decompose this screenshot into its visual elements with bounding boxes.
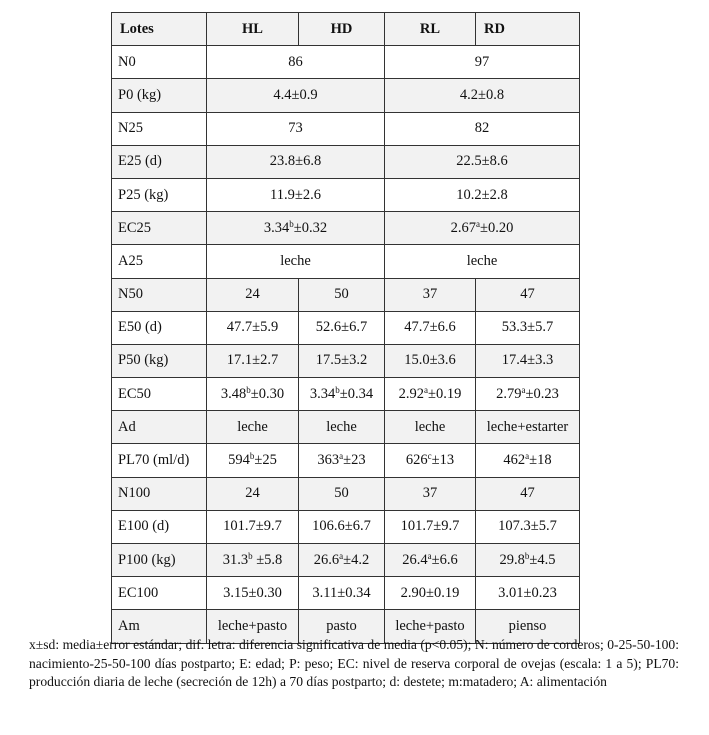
table-row [112,477,580,510]
cell-hl: 47.7±5.9 [207,311,299,344]
row-label: N100 [112,477,207,510]
cell-rd: pienso [476,610,580,643]
table-row [112,46,580,79]
cell-hl: leche+pasto [207,610,299,643]
cell-hd: 50 [299,477,385,510]
table-row [112,411,580,444]
value: 3.34 [309,385,336,402]
cell-rd: 107.3±5.7 [476,510,580,543]
cell-h: 73 [207,112,385,145]
significance-letter: a [339,451,344,462]
table-row [112,212,580,245]
deviation: ±5.8 [252,551,283,568]
deviation: ±6.6 [431,551,458,568]
cell-hl: leche [207,411,299,444]
table-row [112,577,580,610]
cell-rl [385,444,476,477]
cell-rl [385,544,476,577]
cell-hl: 3.15±0.30 [207,577,299,610]
cell-hd: 106.6±6.7 [299,510,385,543]
value: 2.79 [496,385,522,402]
table-row [112,344,580,377]
cell-hl: 24 [207,278,299,311]
cell-rd: 3.01±0.23 [476,577,580,610]
cell-h: 23.8±6.8 [207,145,385,178]
cell-hl [207,378,299,411]
row-label: EC25 [112,212,207,245]
cell-rl: 37 [385,278,476,311]
deviation: ±0.20 [480,219,514,236]
table-row [112,510,580,543]
header-hl: HL [207,13,299,46]
table-row [112,311,580,344]
row-label: E100 (d) [112,510,207,543]
cell-rl: 37 [385,477,476,510]
cell-rl [385,378,476,411]
row-label: P100 (kg) [112,544,207,577]
header-rl: RL [385,13,476,46]
header-rd: RD [476,13,580,46]
cell-h: 86 [207,46,385,79]
cell-h: leche [207,245,385,278]
significance-letter: a [427,550,432,561]
table-caption: x±sd: media±error estándar; dif. letra: diferencia significativa de media (p<0.05); N: número de corderos; 0-25-50-100: nacimiento-25-50-100 días postparto; E: edad; P: peso; EC: nivel de reserva corporal de ovejas (escala: 1 a 5); PL70: producción diaria de leche (secreción de 12h) a 70 días postparto; d: destete; m:matadero; A: alimentación [29,637,679,689]
significance-letter: b [246,384,251,395]
row-label: EC100 [112,577,207,610]
significance-letter: a [424,384,429,395]
deviation: ±0.23 [525,385,559,402]
deviation: ±4.2 [343,551,370,568]
significance-letter: a [521,384,526,395]
cell-h: 11.9±2.6 [207,178,385,211]
cell-rd [476,544,580,577]
significance-letter: b [248,550,253,561]
row-label: N25 [112,112,207,145]
value: 594 [228,452,250,469]
row-label: E50 (d) [112,311,207,344]
cell-hd: leche [299,411,385,444]
cell-r: leche [385,245,580,278]
value: 626 [405,452,428,469]
cell-hd: 17.5±3.2 [299,344,385,377]
cell-r: 10.2±2.8 [385,178,580,211]
deviation: ±0.34 [339,385,374,402]
cell-rd [476,444,580,477]
cell-hl: 17.1±2.7 [207,344,299,377]
cell-hd: 52.6±6.7 [299,311,385,344]
row-label: P25 (kg) [112,178,207,211]
data-table [111,12,580,644]
cell-hd [299,378,385,411]
cell-rl: 47.7±6.6 [385,311,476,344]
row-label: PL70 (ml/d) [112,444,207,477]
value: 462 [503,452,526,469]
deviation: ±4.5 [529,551,556,568]
significance-letter: a [339,550,344,561]
significance-letter: b [524,550,530,561]
header-hd: HD [299,13,385,46]
significance-letter: a [525,451,530,462]
row-label: P50 (kg) [112,344,207,377]
deviation: ±23 [343,452,366,469]
value: 2.92 [398,385,425,402]
cell-rd: 47 [476,278,580,311]
cell-h: 4.4±0.9 [207,79,385,112]
table-row [112,444,580,477]
significance-letter: b [335,384,340,395]
value: 26.4 [402,551,428,568]
significance-letter: b [289,218,294,229]
cell-hd: 50 [299,278,385,311]
row-label: P0 (kg) [112,79,207,112]
row-label: Am [112,610,207,643]
cell-r [385,212,580,245]
table-row [112,245,580,278]
cell-rl: leche [385,411,476,444]
value: 363 [317,452,340,469]
cell-hd: 3.11±0.34 [299,577,385,610]
value: 3.34 [263,219,290,236]
row-label: N50 [112,278,207,311]
significance-letter: a [476,218,481,229]
row-label: Ad [112,411,207,444]
value: 3.48 [220,385,247,402]
deviation: ±0.19 [428,385,462,402]
header-row [112,13,580,46]
table-row [112,178,580,211]
cell-hl: 101.7±9.7 [207,510,299,543]
table-row [112,112,580,145]
cell-hl: 24 [207,477,299,510]
deviation: ±0.30 [250,385,285,402]
significance-letter: c [427,451,432,462]
cell-hl [207,544,299,577]
cell-rl: leche+pasto [385,610,476,643]
cell-rd [476,378,580,411]
value: 29.8 [499,551,525,568]
value: 2.67 [450,219,477,236]
deviation: ±0.32 [293,219,328,236]
significance-letter: b [249,451,255,462]
cell-hd [299,444,385,477]
cell-r: 82 [385,112,580,145]
deviation: ±13 [431,452,455,469]
cell-r: 4.2±0.8 [385,79,580,112]
table-row [112,145,580,178]
row-label: E25 (d) [112,145,207,178]
cell-rl: 15.0±3.6 [385,344,476,377]
table-row [112,278,580,311]
value: 26.6 [313,551,340,568]
value: 31.3 [222,551,249,568]
cell-h [207,212,385,245]
row-label: EC50 [112,378,207,411]
cell-rl: 101.7±9.7 [385,510,476,543]
cell-r: 22.5±8.6 [385,145,580,178]
deviation: ±18 [529,452,552,469]
deviation: ±25 [254,452,277,469]
header-lotes: Lotes [112,13,207,46]
cell-hl [207,444,299,477]
table-row [112,544,580,577]
cell-hd: pasto [299,610,385,643]
cell-rd: 47 [476,477,580,510]
row-label: A25 [112,245,207,278]
table-row [112,378,580,411]
cell-rl: 2.90±0.19 [385,577,476,610]
cell-rd: leche+estarter [476,411,580,444]
cell-r: 97 [385,46,580,79]
row-label: N0 [112,46,207,79]
cell-rd: 17.4±3.3 [476,344,580,377]
cell-rd: 53.3±5.7 [476,311,580,344]
table-row [112,79,580,112]
cell-hd [299,544,385,577]
